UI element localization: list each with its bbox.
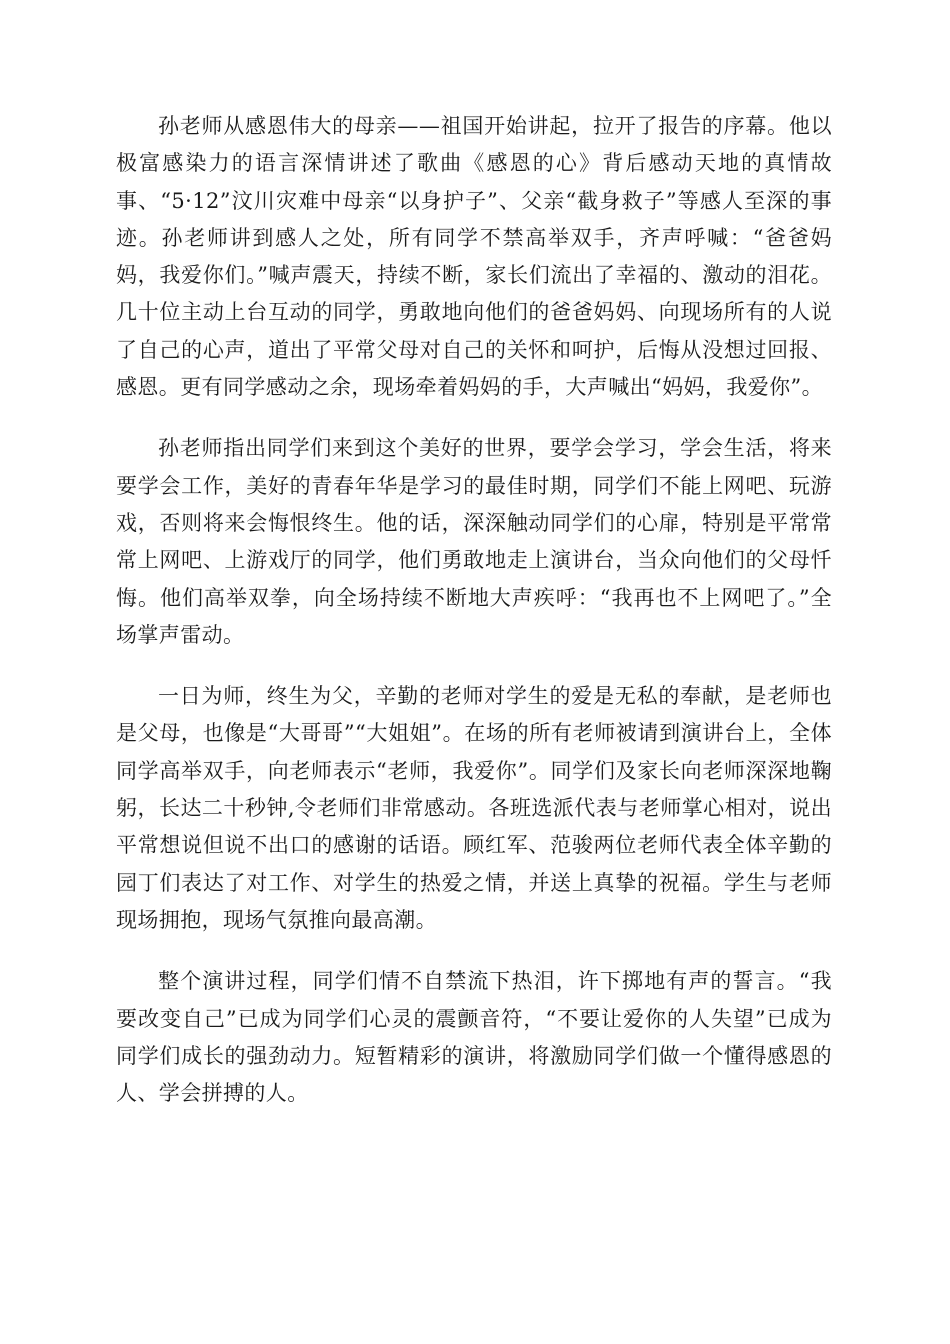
paragraph-2: 孙老师指出同学们来到这个美好的世界，要学会学习，学会生活，将来要学会工作，美好的青春年华是学习的最佳时期，同学们不能上网吧、玩游戏，否则将来会悔恨终生。他的话，深深触动同学们的心扉，特别是平常常常上网吧、上游戏厅的同学，他们勇敢地走上演讲台，当众向他们的父母忏悔。他们高举双拳，向全场持续不断地大声疾呼：“我再也不上网吧了。”全场掌声雷动。 xyxy=(116,436,832,647)
document-body xyxy=(116,108,832,1136)
paragraph-1: 孙老师从感恩伟大的母亲——祖国开始讲起，拉开了报告的序幕。他以极富感染力的语言深情讲述了歌曲《感恩的心》背后感动天地的真情故事、“5·12”汶川灾难中母亲“以身护子”、父亲“截身救子”等感人至深的事迹。孙老师讲到感人之处，所有同学不禁高举双手，齐声呼喊：“爸爸妈妈，我爱你们。”喊声震天，持续不断，家长们流出了幸福的、激动的泪花。几十位主动上台互动的同学，勇敢地向他们的爸爸妈妈、向现场所有的人说了自己的心声，道出了平常父母对自己的关怀和呵护，后悔从没想过回报、感恩。更有同学感动之余，现场牵着妈妈的手，大声喊出“妈妈，我爱你”。 xyxy=(116,114,832,400)
paragraph-4: 整个演讲过程，同学们情不自禁流下热泪，许下掷地有声的誓言。“我要改变自己”已成为同学们心灵的震颤音符，“不要让爱你的人失望”已成为同学们成长的强劲动力。短暂精彩的演讲，将激励同学们做一个懂得感恩的人、学会拼搏的人。 xyxy=(116,969,832,1106)
paragraph-3: 一日为师，终生为父，辛勤的老师对学生的爱是无私的奉献，是老师也是父母，也像是“大哥哥”“大姐姐”。在场的所有老师被请到演讲台上，全体同学高举双手，向老师表示“老师，我爱你”。同学们及家长向老师深深地鞠躬，长达二十秒钟,令老师们非常感动。各班选派代表与老师掌心相对，说出平常想说但说不出口的感谢的话语。顾红军、范骏两位老师代表全体辛勤的园丁们表达了对工作、对学生的热爱之情，并送上真挚的祝福。学生与老师现场拥抱，现场气氛推向最高潮。 xyxy=(116,684,832,932)
